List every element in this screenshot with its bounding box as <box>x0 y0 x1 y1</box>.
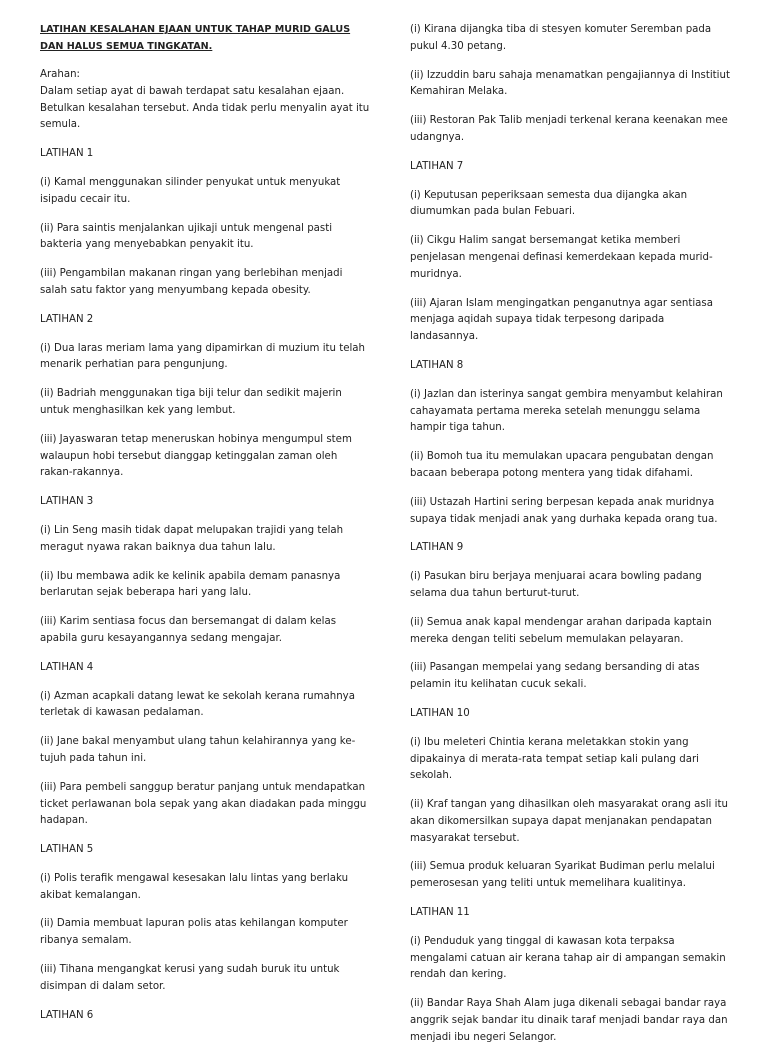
exercise-sentence: (iii) Ajaran Islam mengingatkan penganutnya agar sentiasa menjaga aqidah supaya tidak terpesong daripada landasannya. <box>410 297 713 343</box>
exercise-sentence: (iii) Restoran Pak Talib menjadi terkenal kerana keenakan mee udangnya. <box>410 115 728 143</box>
exercise-sentence: (i) Lin Seng masih tidak dapat melupakan trajidi yang telah meragut nyawa rakan baiknya dua tahun lalu. <box>40 524 344 553</box>
document-title: LATIHAN KESALAHAN EJAAN UNTUK TAHAP MURID GALUS DAN HALUS SEMUA TINGKATAN. <box>40 24 351 52</box>
instructions-label: Arahan: <box>40 69 80 80</box>
exercise-sentence: (iii) Jayaswaran tetap meneruskan hobinya mengumpul stem walaupun hobi tersebut dianggap ketinggalan zaman oleh rakan-rakannya. <box>40 433 352 479</box>
right-column <box>410 0 735 1059</box>
exercise-heading: LATIHAN 8 <box>410 359 464 371</box>
exercise-sentence: (ii) Cikgu Halim sangat bersemangat ketika memberi penjelasan mengenai definasi kemerdekaan kepada murid-muridnya. <box>410 235 713 280</box>
right-exercise-list <box>410 22 735 1047</box>
exercise-sentence: (i) Kirana dijangka tiba di stesyen komuter Seremban pada pukul 4.30 petang. <box>410 24 712 52</box>
exercise-sentence: (i) Penduduk yang tinggal di kawasan kota terpaksa mengalami catuan air kerana tahap air di ampangan semakin rendah dan kering. <box>410 935 726 981</box>
exercise-heading: LATIHAN 1 <box>40 148 94 160</box>
exercise-sentence: (ii) Badriah menggunakan tiga biji telur dan sedikit majerin untuk menghasilkan kek yang lembut. <box>40 388 342 416</box>
exercise-sentence: (i) Pasukan biru berjaya menjuarai acara bowling padang selama dua tahun berturut-turut. <box>410 571 702 599</box>
exercise-heading: LATIHAN 7 <box>410 160 464 172</box>
exercise-sentence: (i) Jazlan dan isterinya sangat gembira menyambut kelahiran cahayamata pertama mereka setelah menunggu selama hampir tiga tahun. <box>410 388 723 434</box>
exercise-sentence: (ii) Izzuddin baru sahaja menamatkan pengajiannya di Institiut Kemahiran Melaka. <box>410 69 730 98</box>
exercise-sentence: (iii) Karim sentiasa focus dan bersemangat di dalam kelas apabila guru kesayangannya sedang mengajar. <box>40 616 337 644</box>
left-exercise-list <box>40 146 370 1024</box>
exercise-heading: LATIHAN 2 <box>40 313 94 325</box>
exercise-sentence: (i) Azman acapkali datang lewat ke sekolah kerana rumahnya terletak di kawasan pedalaman. <box>40 690 355 719</box>
instructions <box>40 67 370 134</box>
exercise-sentence: (ii) Jane bakal menyambut ulang tahun kelahirannya yang ke-tujuh pada tahun ini. <box>40 736 356 764</box>
exercise-sentence: (iii) Pasangan mempelai yang sedang bersanding di atas pelamin itu kelihatan cucuk sekali. <box>410 662 700 691</box>
exercise-sentence: (iii) Para pembeli sanggup beratur panjang untuk mendapatkan ticket perlawanan bola sepak yang akan diadakan pada minggu hadapan. <box>40 781 367 827</box>
exercise-sentence: (iii) Tihana mengangkat kerusi yang sudah buruk itu untuk disimpan di dalam setor. <box>40 964 340 992</box>
exercise-sentence: (iii) Semua produk keluaran Syarikat Budiman perlu melalui pemerosesan yang teliti untuk memelihara kualitinya. <box>410 861 715 890</box>
exercise-sentence: (i) Kamal menggunakan silinder penyukat untuk menyukat isipadu cecair itu. <box>40 176 341 205</box>
exercise-sentence: (iii) Ustazah Hartini sering berpesan kepada anak muridnya supaya tidak menjadi anak yang durhaka kepada orang tua. <box>410 496 718 525</box>
exercise-heading: LATIHAN 3 <box>40 496 94 508</box>
exercise-sentence: (ii) Kraf tangan yang dihasilkan oleh masyarakat orang asli itu akan dikomersilkan supaya dapat menjanakan pendapatan masyarakat tersebut. <box>410 799 728 844</box>
exercise-sentence: (ii) Ibu membawa adik ke kelinik apabila demam panasnya berlarutan sejak beberapa hari yang lalu. <box>40 570 341 599</box>
exercise-heading: LATIHAN 5 <box>40 844 94 856</box>
exercise-sentence: (ii) Semua anak kapal mendengar arahan daripada kaptain mereka dengan teliti sebelum memulakan pelayaran. <box>410 616 712 645</box>
exercise-sentence: (i) Dua laras meriam lama yang dipamirkan di muzium itu telah menarik perhatian para pengunjung. <box>40 342 366 371</box>
exercise-heading: LATIHAN 9 <box>410 542 464 554</box>
exercise-sentence: (i) Ibu meleteri Chintia kerana meletakkan stokin yang dipakainya di merata-rata tempat setiap kali pulang dari sekolah. <box>410 736 699 782</box>
instructions-text: Dalam setiap ayat di bawah terdapat satu kesalahan ejaan. Betulkan kesalahan tersebut. Anda tidak perlu menyalin ayat itu semula. <box>40 85 370 131</box>
exercise-heading: LATIHAN 11 <box>410 907 470 919</box>
exercise-sentence: (ii) Damia membuat lapuran polis atas kehilangan komputer ribanya semalam. <box>40 918 348 947</box>
exercise-heading: LATIHAN 10 <box>410 707 470 719</box>
exercise-sentence: (ii) Bomoh tua itu memulakan upacara pengubatan dengan bacaan beberapa potong mentera yang tidak difahami. <box>410 451 714 479</box>
exercise-sentence: (i) Keputusan peperiksaan semesta dua dijangka akan diumumkan pada bulan Febuari. <box>410 189 688 218</box>
left-column <box>40 0 370 1036</box>
exercise-sentence: (i) Polis terafik mengawal kesesakan lalu lintas yang berlaku akibat kemalangan. <box>40 872 349 901</box>
exercise-sentence: (ii) Para saintis menjalankan ujikaji untuk mengenal pasti bakteria yang menyebabkan penyakit itu. <box>40 222 333 251</box>
exercise-heading: LATIHAN 4 <box>40 661 94 673</box>
exercise-sentence: (ii) Bandar Raya Shah Alam juga dikenali sebagai bandar raya anggrik sejak bandar itu dinaik taraf menjadi bandar raya dan menjadi ibu negeri Selangor. <box>410 998 728 1043</box>
exercise-heading: LATIHAN 6 <box>40 1009 94 1021</box>
exercise-sentence: (iii) Pengambilan makanan ringan yang berlebihan menjadi salah satu faktor yang menyumbang kepada obesity. <box>40 268 343 296</box>
